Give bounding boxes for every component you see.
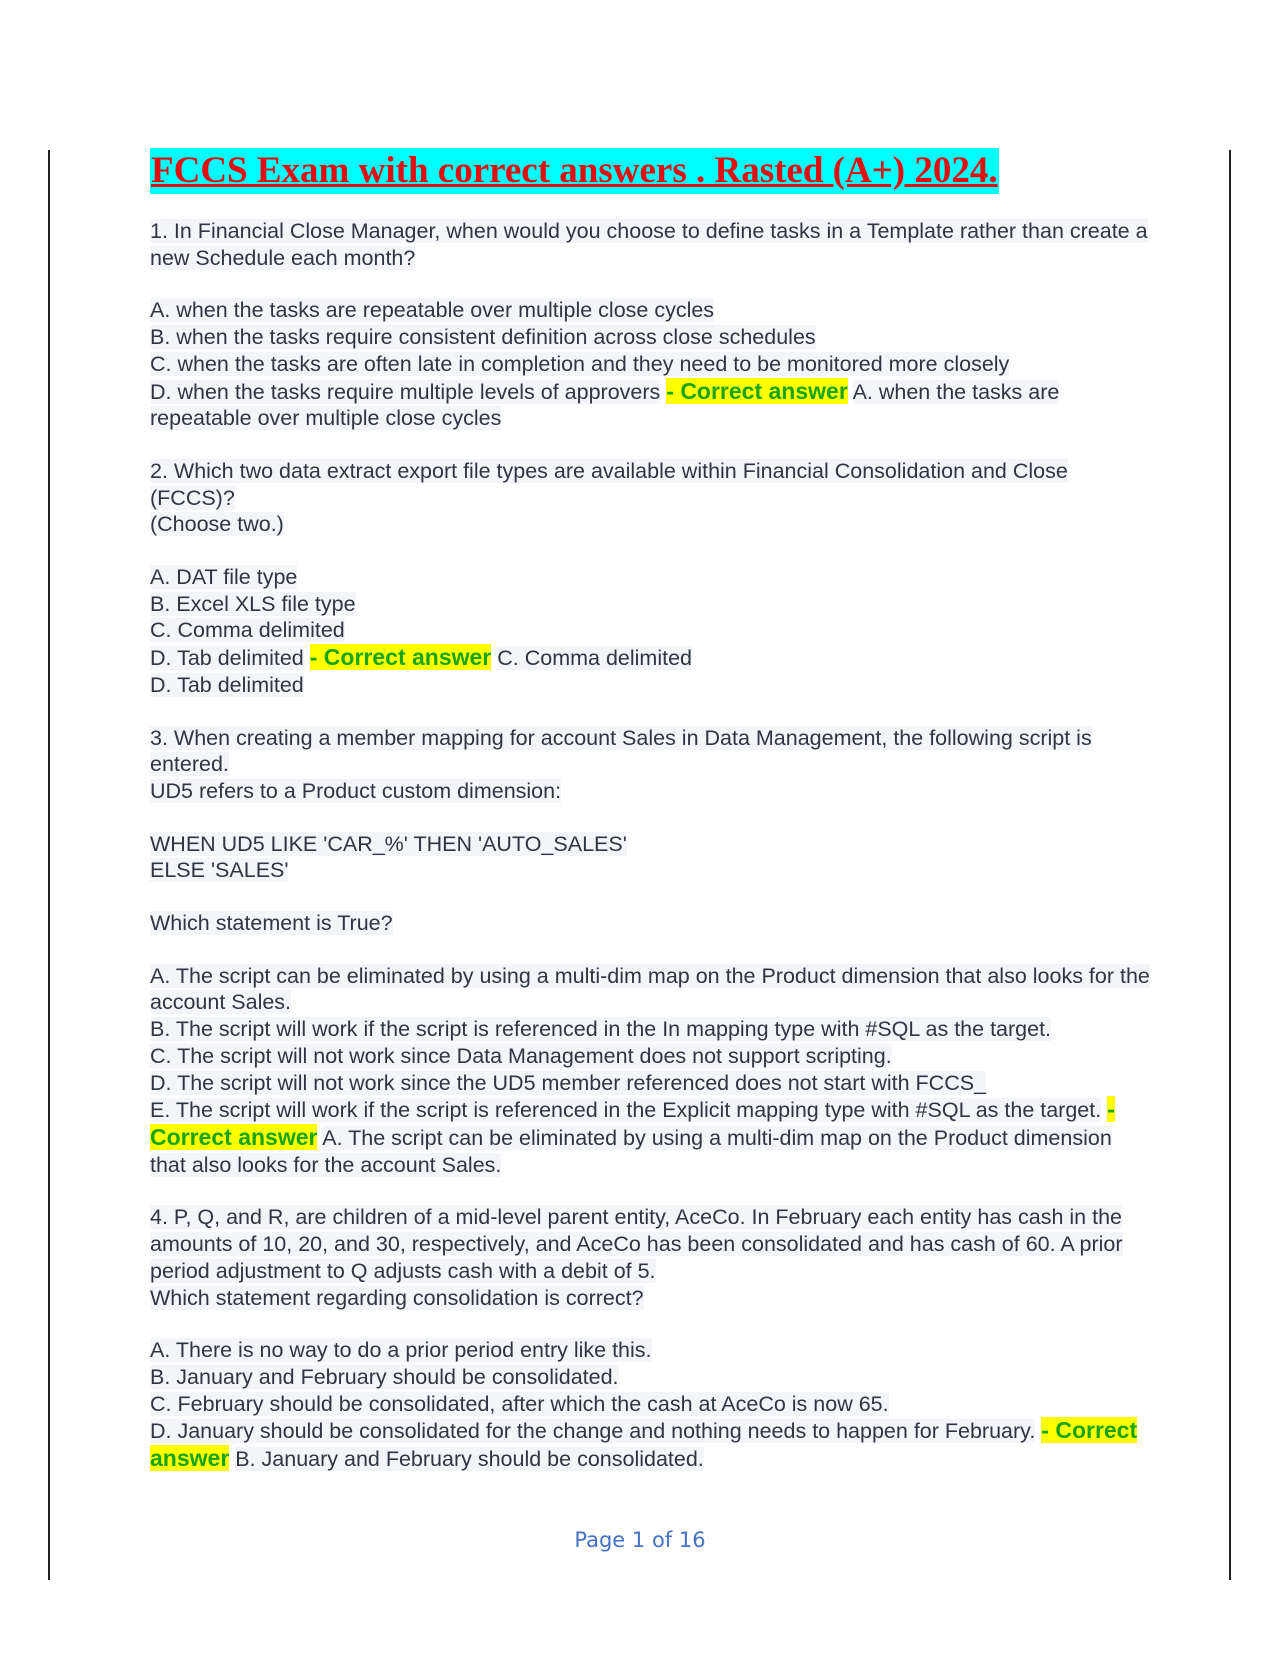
page-border-left bbox=[48, 150, 50, 1580]
option-c: C. Comma delimited bbox=[150, 618, 345, 643]
option-c: C. The script will not work since Data Management does not support scripting. bbox=[150, 1043, 892, 1068]
option-b: B. The script will work if the script is referenced in the In mapping type with #SQL as the target. bbox=[150, 1017, 1052, 1042]
question-note: (Choose two.) bbox=[150, 512, 284, 537]
correct-answer-text: A. when the tasks are repeatable over multiple close cycles bbox=[150, 379, 1060, 431]
option-a: A. when the tasks are repeatable over multiple close cycles bbox=[150, 298, 715, 323]
correct-answer-text: A. The script can be eliminated by using a multi-dim map on the Product dimension that also looks for the account Sales. bbox=[150, 1125, 1112, 1177]
question-text: 4. P, Q, and R, are children of a mid-level parent entity, AceCo. In February each entity has cash in the amounts of 10, 20, and 30, respectively, and AceCo has been consolidated and has cash of 60. A prior period adjustment to Q adjusts cash with a debit of 5. bbox=[150, 1205, 1123, 1283]
option-e: E. The script will work if the script is referenced in the Explicit mapping type with #SQL as the target. bbox=[150, 1098, 1102, 1123]
option-b: B. Excel XLS file type bbox=[150, 591, 356, 616]
correct-answer-text: B. January and February should be consolidated. bbox=[235, 1447, 704, 1472]
correct-answer-text: C. Comma delimited bbox=[497, 646, 692, 671]
correct-answer-marker: - Correct answer bbox=[150, 1417, 1138, 1472]
question-1-options bbox=[150, 297, 1150, 432]
question-4-options bbox=[150, 1337, 1150, 1473]
page-number: Page 1 of 16 bbox=[574, 1528, 706, 1552]
question-text: 2. Which two data extract export file types are available within Financial Consolidation and Close (FCCS)? bbox=[150, 458, 1068, 510]
question-3-prompt bbox=[150, 910, 1150, 937]
correct-answer-marker: - Correct answer bbox=[309, 644, 492, 671]
option-b: B. January and February should be consolidated. bbox=[150, 1364, 619, 1389]
option-d: D. when the tasks require multiple levels of approvers bbox=[150, 379, 661, 404]
option-b: B. when the tasks require consistent definition across close schedules bbox=[150, 325, 816, 350]
question-3-script bbox=[150, 831, 1150, 884]
correct-answer-marker: - Correct answer bbox=[150, 1096, 1115, 1150]
question-2-options bbox=[150, 564, 1150, 699]
question-note: UD5 refers to a Product custom dimension: bbox=[150, 778, 562, 803]
script-line-1: WHEN UD5 LIKE 'CAR_%' THEN 'AUTO_SALES' bbox=[150, 831, 627, 856]
correct-answer-marker: - Correct answer bbox=[666, 377, 848, 404]
option-a: A. There is no way to do a prior period entry like this. bbox=[150, 1338, 652, 1363]
question-prompt: Which statement is True? bbox=[150, 911, 393, 936]
option-a: A. DAT file type bbox=[150, 565, 298, 590]
question-text: 1. In Financial Close Manager, when would you choose to define tasks in a Template rather than create a new Schedule each month? bbox=[150, 219, 1148, 270]
correct-answer-text-2: D. Tab delimited bbox=[150, 672, 304, 697]
question-3 bbox=[150, 725, 1150, 805]
question-prompt: Which statement regarding consolidation is correct? bbox=[150, 1285, 644, 1310]
page-border-right bbox=[1229, 150, 1231, 1580]
document-title: FCCS Exam with correct answers . Rasted (A+) 2024. bbox=[150, 148, 999, 194]
option-d: D. January should be consolidated for the change and nothing needs to happen for February. bbox=[150, 1419, 1036, 1444]
option-d: D. The script will not work since the UD5 member referenced does not start with FCCS_ bbox=[150, 1070, 987, 1095]
question-3-options bbox=[150, 963, 1150, 1179]
question-text: 3. When creating a member mapping for account Sales in Data Management, the following script is entered. bbox=[150, 725, 1092, 777]
option-d: D. Tab delimited bbox=[150, 646, 304, 671]
script-line-2: ELSE 'SALES' bbox=[150, 858, 289, 883]
document-body bbox=[150, 148, 1150, 1499]
question-4 bbox=[150, 1204, 1150, 1311]
option-c: C. February should be consolidated, after which the cash at AceCo is now 65. bbox=[150, 1391, 889, 1416]
question-1 bbox=[150, 218, 1150, 271]
question-2 bbox=[150, 458, 1150, 538]
option-a: A. The script can be eliminated by using a multi-dim map on the Product dimension that also looks for the account Sales. bbox=[150, 963, 1150, 1015]
option-c: C. when the tasks are often late in completion and they need to be monitored more closely bbox=[150, 351, 1010, 376]
